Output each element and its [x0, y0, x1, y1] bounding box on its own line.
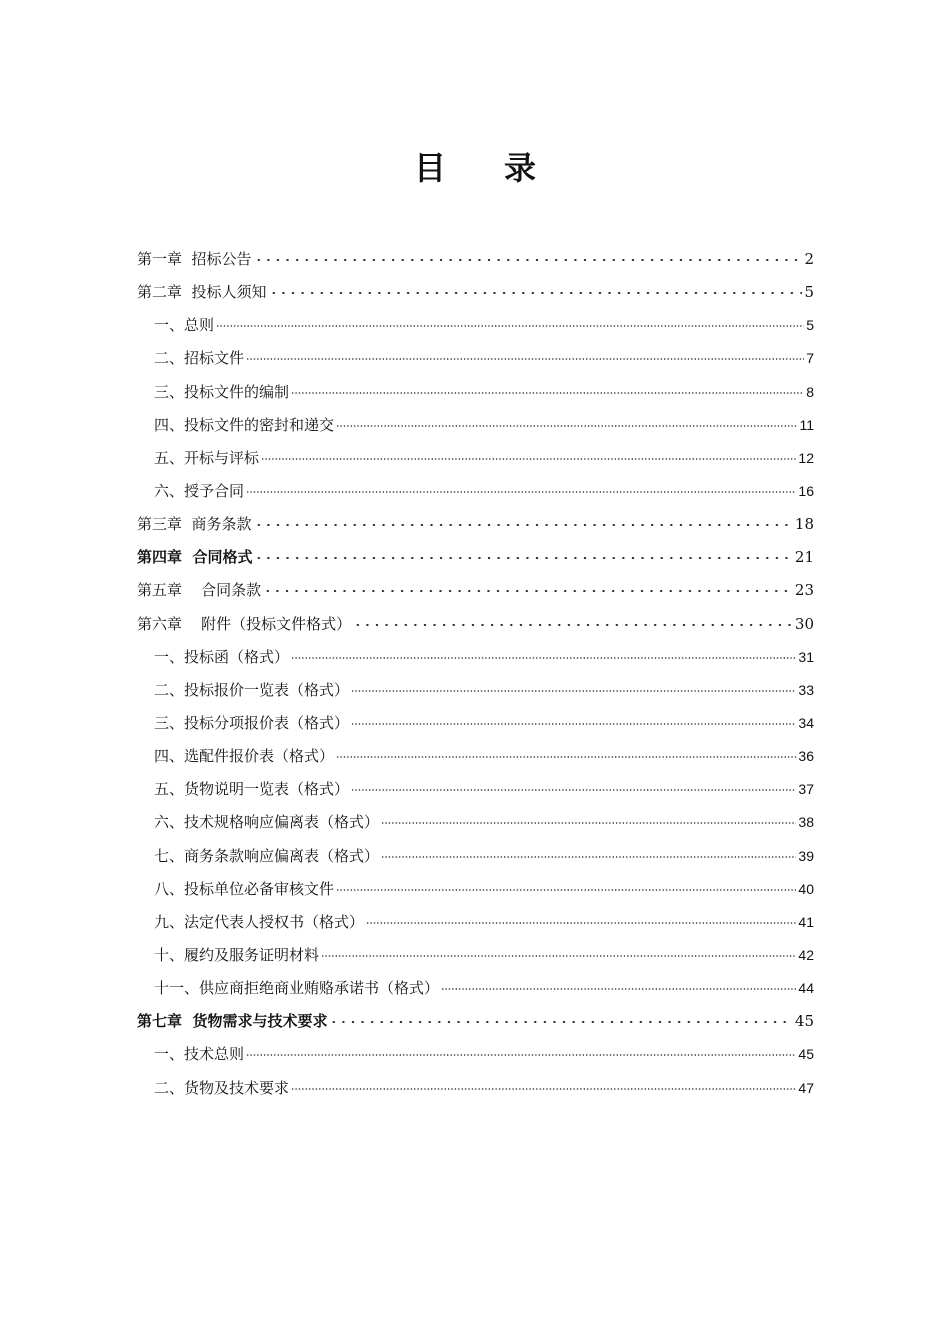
toc-dot-leader — [291, 392, 804, 394]
toc-page-number: 31 — [798, 648, 814, 665]
toc-dot-leader — [336, 756, 796, 758]
toc-dot-leader — [254, 259, 803, 261]
toc-chapter-entry[interactable] — [137, 513, 814, 546]
toc-dot-leader — [336, 425, 797, 427]
toc-page-number: 8 — [806, 383, 814, 400]
toc-dot-leader — [246, 1054, 796, 1056]
toc-entry-label: 二、投标报价一览表（格式） — [154, 680, 350, 699]
toc-section-entry[interactable] — [137, 845, 814, 878]
toc-section-entry[interactable] — [137, 447, 814, 480]
toc-dot-leader — [381, 822, 796, 824]
toc-entry-label: 四、选配件报价表（格式） — [154, 747, 335, 766]
toc-section-entry[interactable] — [137, 347, 814, 380]
toc-page-number: 12 — [798, 449, 814, 466]
toc-dot-leader — [254, 524, 793, 526]
toc-section-entry[interactable] — [137, 646, 814, 679]
toc-page-number: 38 — [798, 814, 814, 831]
page-title — [0, 146, 950, 190]
toc-section-entry[interactable] — [137, 1077, 814, 1110]
toc-page-number: 5 — [804, 283, 814, 302]
toc-section-entry[interactable] — [137, 944, 814, 977]
toc-page-number: 45 — [798, 1046, 814, 1063]
toc-entry-label: 第三章 商务条款 — [137, 515, 252, 534]
toc-entry-label: 一、总则 — [154, 316, 215, 335]
toc-section-entry[interactable] — [137, 414, 814, 447]
toc-dot-leader — [246, 358, 804, 360]
toc-dot-leader — [336, 889, 796, 891]
toc-section-entry[interactable] — [137, 1043, 814, 1076]
toc-dot-leader — [351, 723, 796, 725]
table-of-contents — [137, 248, 814, 1110]
toc-page-number: 16 — [798, 482, 814, 499]
toc-entry-label: 第七章 货物需求与技术要求 — [137, 1012, 328, 1031]
toc-chapter-entry[interactable] — [137, 248, 814, 281]
toc-section-entry[interactable] — [137, 480, 814, 513]
toc-chapter-entry[interactable] — [137, 613, 814, 646]
toc-chapter-entry[interactable] — [137, 579, 814, 612]
toc-page-number: 23 — [794, 581, 814, 600]
toc-dot-leader — [216, 325, 804, 327]
toc-section-entry[interactable] — [137, 811, 814, 844]
toc-page-number: 33 — [798, 681, 814, 698]
toc-dot-leader — [291, 657, 796, 659]
toc-entry-label: 二、货物及技术要求 — [154, 1078, 290, 1097]
toc-entry-label: 第六章 附件（投标文件格式） — [137, 614, 352, 633]
toc-section-entry[interactable] — [137, 314, 814, 347]
toc-section-entry[interactable] — [137, 878, 814, 911]
toc-page-number: 37 — [798, 781, 814, 798]
toc-entry-label: 五、货物说明一览表（格式） — [154, 780, 350, 799]
toc-dot-leader — [441, 988, 796, 990]
toc-page-number: 30 — [794, 614, 814, 633]
toc-entry-label: 七、商务条款响应偏离表（格式） — [154, 846, 380, 865]
toc-page-number: 45 — [794, 1012, 814, 1031]
toc-page-number: 21 — [794, 548, 814, 567]
toc-section-entry[interactable] — [137, 679, 814, 712]
toc-dot-leader — [291, 1088, 796, 1090]
toc-dot-leader — [261, 458, 796, 460]
toc-page-number: 42 — [798, 946, 814, 963]
toc-chapter-entry[interactable] — [137, 1010, 814, 1043]
toc-dot-leader — [269, 292, 803, 294]
toc-entry-label: 六、授予合同 — [154, 481, 245, 500]
toc-dot-leader — [321, 955, 796, 957]
toc-entry-label: 三、投标文件的编制 — [154, 382, 290, 401]
toc-dot-leader — [351, 789, 796, 791]
toc-entry-label: 一、技术总则 — [154, 1045, 245, 1064]
toc-section-entry[interactable] — [137, 745, 814, 778]
toc-dot-leader — [351, 690, 796, 692]
toc-entry-label: 三、投标分项报价表（格式） — [154, 713, 350, 732]
toc-dot-leader — [263, 590, 793, 592]
title-char-2: 录 — [504, 149, 537, 187]
toc-page-number: 36 — [798, 748, 814, 765]
toc-page-number: 44 — [798, 980, 814, 997]
toc-entry-label: 六、技术规格响应偏离表（格式） — [154, 813, 380, 832]
toc-entry-label: 第五章 合同条款 — [137, 581, 262, 600]
toc-page-number: 11 — [799, 416, 814, 433]
toc-section-entry[interactable] — [137, 911, 814, 944]
toc-page-number: 2 — [804, 250, 814, 268]
toc-entry-label: 二、招标文件 — [154, 349, 245, 368]
toc-section-entry[interactable] — [137, 977, 814, 1010]
toc-page-number: 18 — [794, 515, 814, 534]
toc-page-number: 47 — [798, 1079, 814, 1096]
toc-entry-label: 八、投标单位必备审核文件 — [154, 879, 335, 898]
toc-entry-label: 九、法定代表人授权书（格式） — [154, 912, 365, 931]
toc-page-number: 34 — [798, 714, 814, 731]
toc-dot-leader — [246, 491, 796, 493]
title-char-1: 目 — [413, 149, 446, 187]
toc-entry-label: 第一章 招标公告 — [137, 250, 252, 268]
toc-page-number: 39 — [798, 847, 814, 864]
toc-dot-leader — [381, 856, 796, 858]
toc-page-number: 40 — [798, 880, 814, 897]
toc-dot-leader — [329, 1021, 792, 1023]
toc-section-entry[interactable] — [137, 381, 814, 414]
toc-entry-label: 第四章 合同格式 — [137, 548, 253, 567]
toc-entry-label: 十、履约及服务证明材料 — [154, 945, 320, 964]
toc-entry-label: 五、开标与评标 — [154, 448, 260, 467]
toc-page-number: 5 — [806, 317, 814, 334]
toc-entry-label: 一、投标函（格式） — [154, 647, 290, 666]
toc-dot-leader — [254, 557, 792, 559]
toc-page-number: 7 — [806, 350, 814, 367]
toc-entry-label: 十一、供应商拒绝商业贿赂承诺书（格式） — [154, 979, 440, 998]
toc-chapter-entry[interactable] — [137, 546, 814, 579]
toc-section-entry[interactable] — [137, 778, 814, 811]
toc-entry-label: 第二章 投标人须知 — [137, 283, 267, 302]
toc-dot-leader — [366, 922, 796, 924]
toc-entry-label: 四、投标文件的密封和递交 — [154, 415, 335, 434]
toc-chapter-entry[interactable] — [137, 281, 814, 314]
toc-page-number: 41 — [798, 913, 814, 930]
toc-dot-leader — [353, 624, 793, 626]
toc-section-entry[interactable] — [137, 712, 814, 745]
